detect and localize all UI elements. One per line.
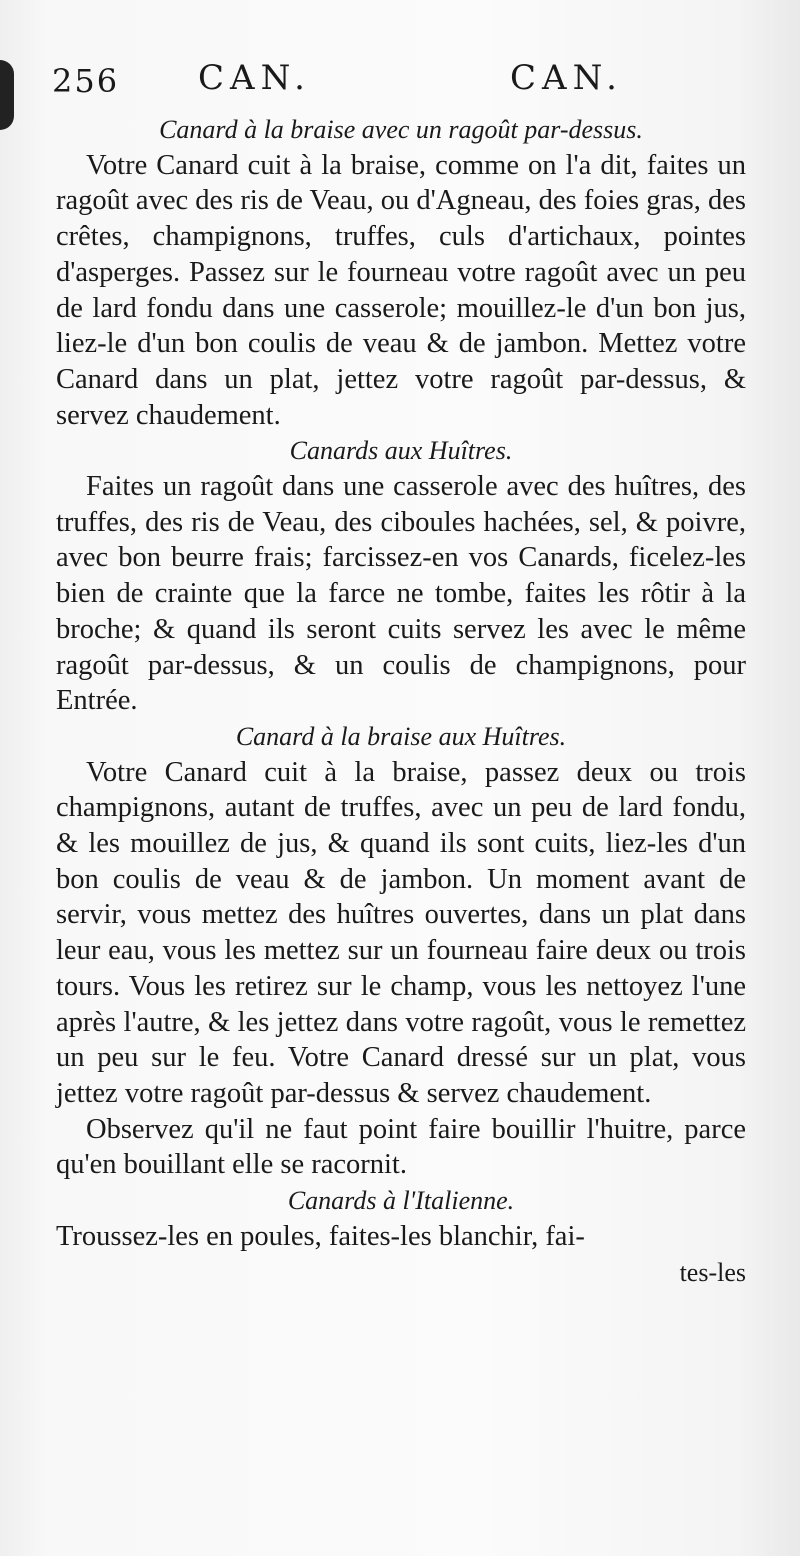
running-header bbox=[52, 58, 752, 108]
page-edge-shadow bbox=[0, 60, 14, 130]
catchword: tes-les bbox=[679, 1257, 746, 1287]
recipe-paragraph: Faites un ragoût dans une casserole avec des huîtres, des truffes, des ris de Veau, des ciboules hachées, sel, & poivre, avec bon beurre frais; farcissez-en vos Canards, ficelez-les bien de crainte que la farce ne tombe, faites les rôtir à la broche; & quand ils seront cuits servez les avec le même ragoût par-dessus, & un coulis de champignons, pour Entrée. bbox=[56, 471, 746, 717]
recipe-title: Canards aux Huîtres. bbox=[289, 436, 513, 466]
recipe-title: Canard à la braise aux Huîtres. bbox=[235, 721, 567, 751]
recipe-paragraph: Troussez-les en poules, faites-les blanchir, fai- bbox=[56, 1220, 585, 1252]
recipe-paragraph: Votre Canard cuit à la braise, passez deux ou trois champignons, autant de truffes, avec un peu de lard fondu, & les mouillez de jus, & quand ils sont cuits, liez-les d'un bon coulis de veau & de jambon. Un moment avant de servir, vous mettez des huîtres ouvertes, dans un plat dans leur eau, vous les mettez sur un fourneau faire deux ou trois tours. Vous les retirez sur le champ, vous les nettoyez l'une après l'autre, & les jettez dans votre ragoût, vous le remettez un peu sur le feu. Votre Canard dressé sur un plat, vous jettez votre ragoût par-dessus & servez chaudement. bbox=[56, 756, 746, 1109]
running-head-right: CAN. bbox=[510, 58, 623, 98]
recipe-title: Canards à l'Italienne. bbox=[287, 1186, 515, 1216]
running-head-left: CAN. bbox=[198, 58, 311, 98]
recipe-paragraph: Votre Canard cuit à la braise, comme on l'a dit, faites un ragoût avec des ris de Veau, ou d'Agneau, des foies gras, des crêtes, champignons, truffes, culs d'artichaux, pointes d'asperges. Passez sur le fourneau votre ragoût avec un peu de lard fondu dans une casserole; mouillez-le d'un bon jus, liez-le d'un bon coulis de veau & de jambon. Mettez votre Canard dans un plat, jettez votre ragoût par-dessus, & servez chaudement. bbox=[56, 149, 746, 431]
recipe-title: Canard à la braise avec un ragoût par-dessus. bbox=[159, 115, 643, 144]
page-number: 256 bbox=[52, 62, 120, 100]
page-body bbox=[56, 112, 746, 1290]
recipe-paragraph: Observez qu'il ne faut point faire bouillir l'huitre, parce qu'en bouillant elle se racornit. bbox=[56, 1113, 746, 1181]
